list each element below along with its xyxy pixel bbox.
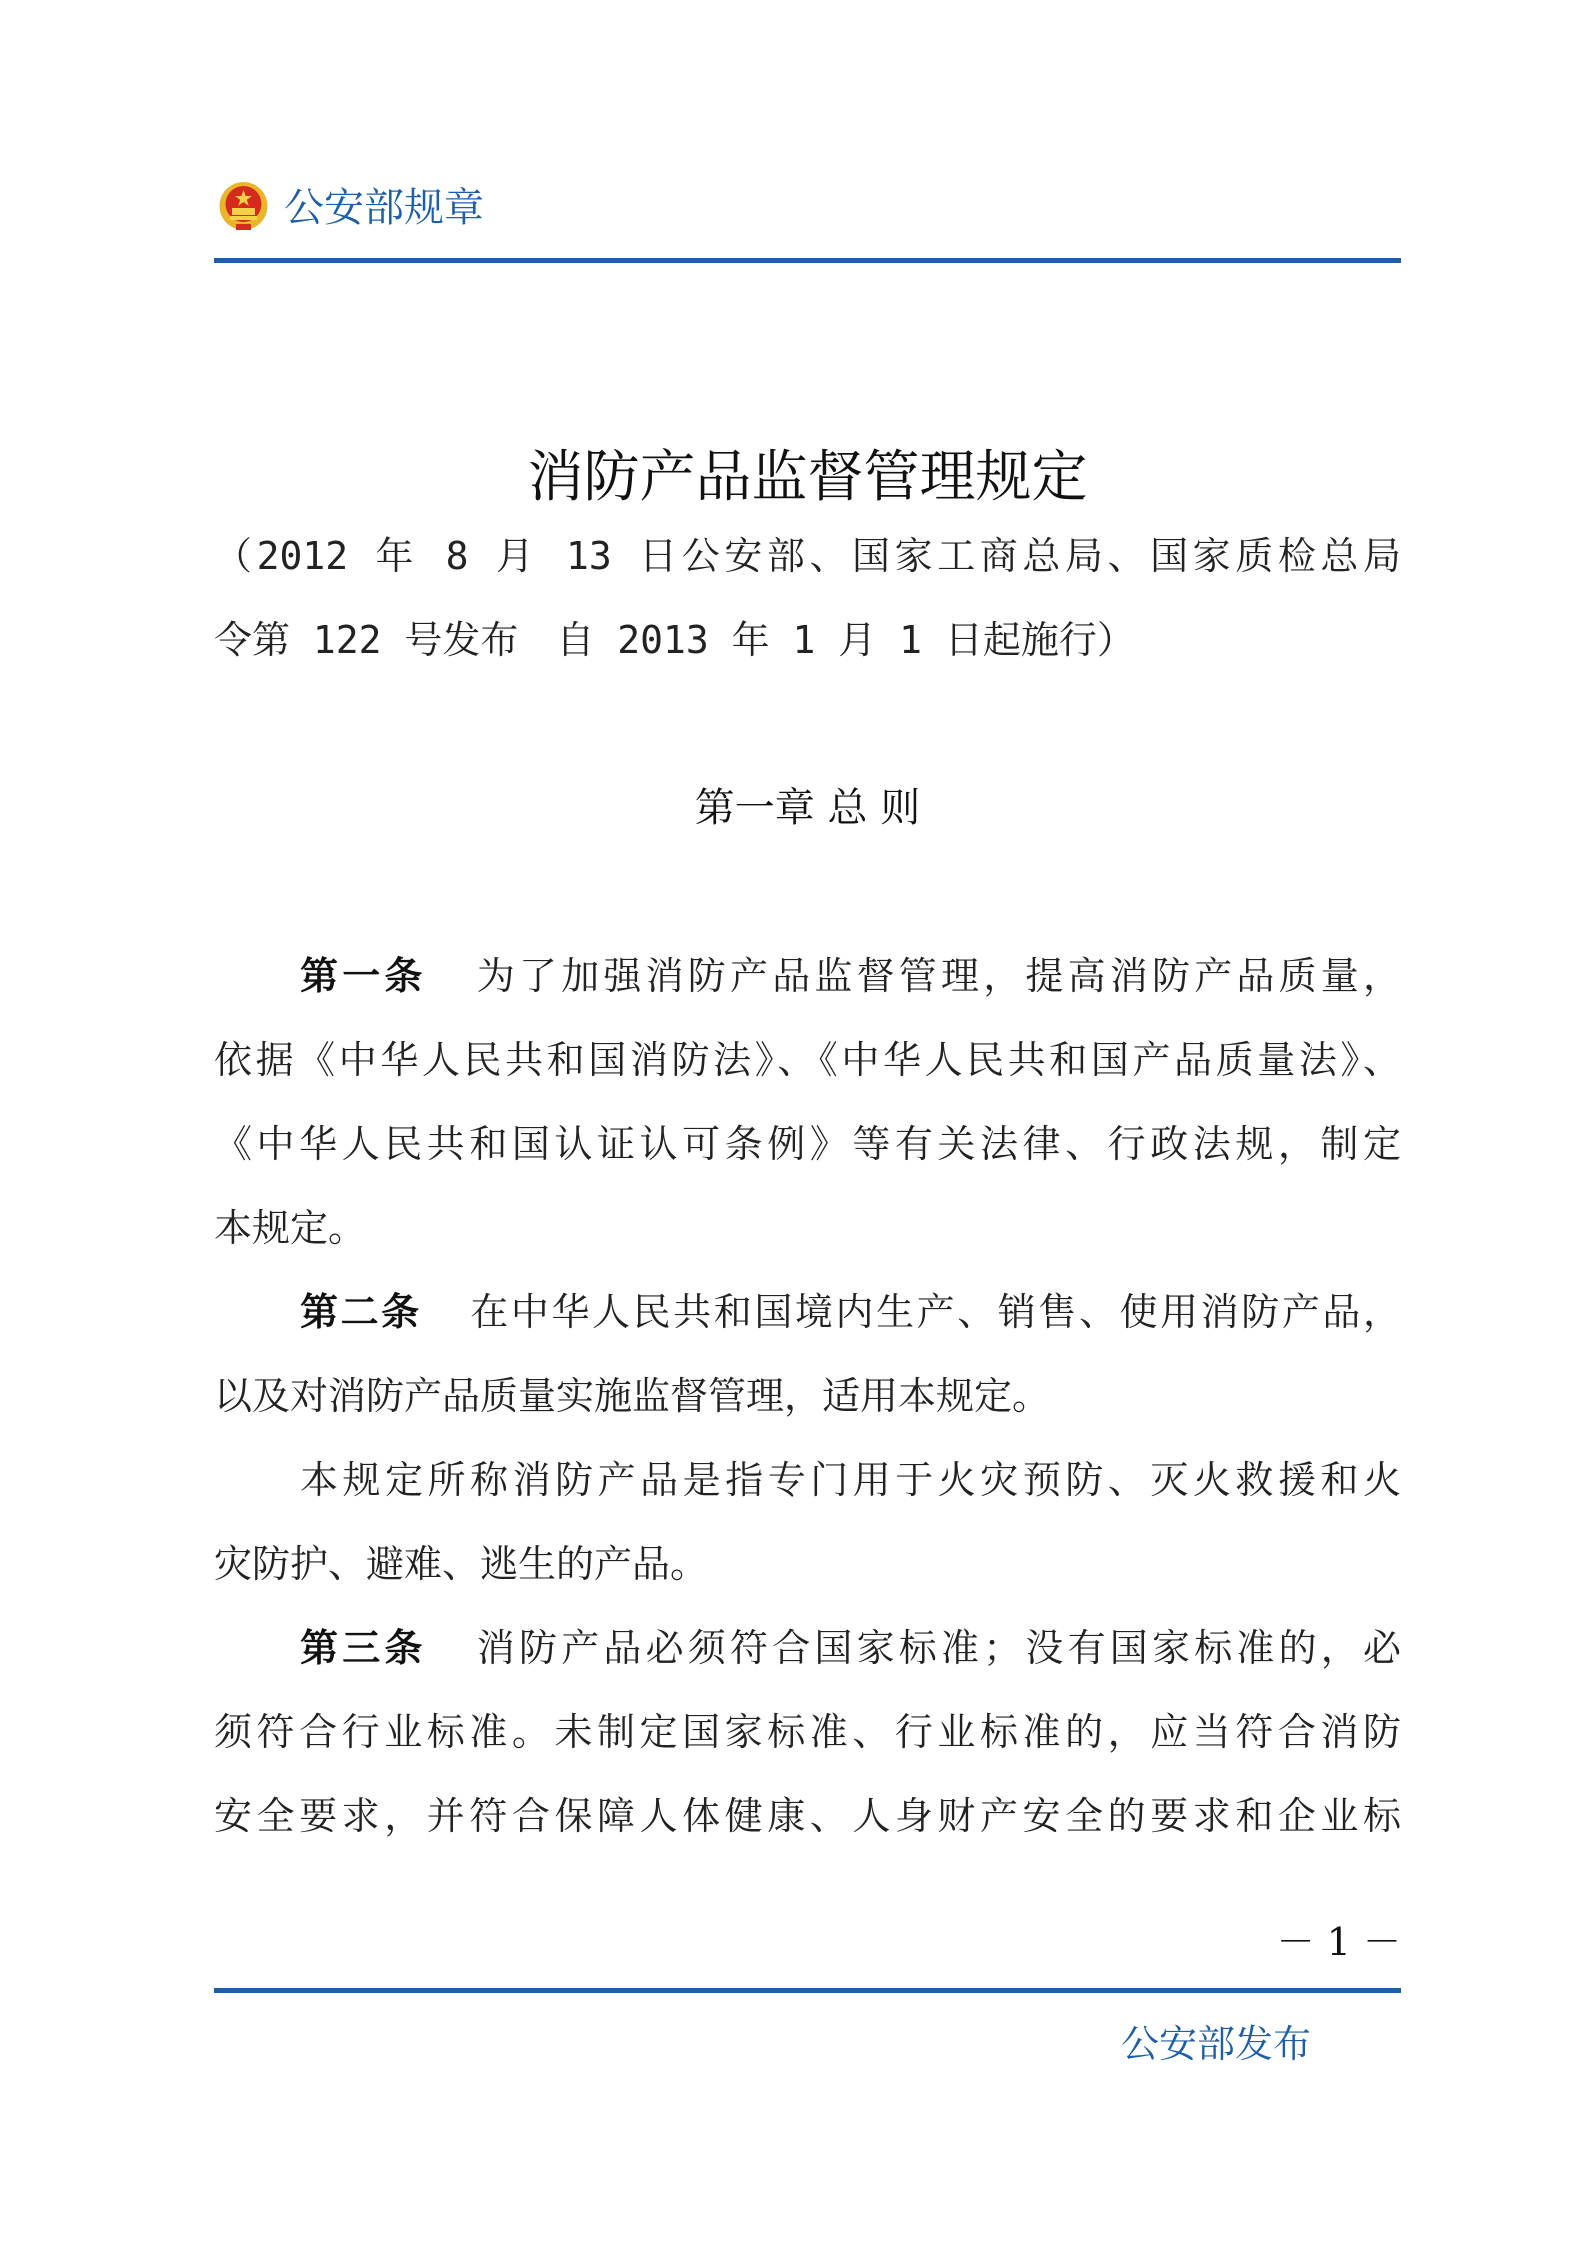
page-number: － 1 －: [1276, 1920, 1401, 1964]
footer-divider: [214, 1988, 1401, 1993]
document-title: 消防产品监督管理规定: [527, 445, 1088, 510]
article-3-line-1: [214, 1622, 1401, 1674]
article-2-line-2: 以及对消防产品质量实施监督管理，适用本规定。: [214, 1374, 1051, 1418]
article-3-text: 消防产品必须符合国家标准；没有国家标准的，必: [472, 1626, 1401, 1670]
source-line-2: 令第 122 号发布 自 2013 年 1 月 1 日起施行）: [214, 618, 1135, 662]
header-divider: [214, 258, 1401, 263]
article-1-line-2: 依据《中华人民共和国消防法》、《中华人民共和国产品质量法》、: [214, 1038, 1401, 1082]
source-line-1: （2012 年 8 月 13 日公安部、国家工商总局、国家质检总局: [214, 534, 1401, 578]
article-2b-line-2: 灾防护、避难、逃生的产品。: [214, 1542, 709, 1586]
article-1-line-3: 《中华人民共和国认证认可条例》等有关法律、行政法规，制定: [214, 1122, 1401, 1166]
article-2-label: 第二条: [300, 1290, 422, 1334]
page-header: [214, 160, 1401, 270]
article-2-text: 在中华人民共和国境内生产、销售、使用消防产品，: [467, 1290, 1401, 1334]
article-3-line-3: 安全要求，并符合保障人体健康、人身财产安全的要求和企业标: [214, 1794, 1401, 1838]
article-3-line-2: 须符合行业标准。未制定国家标准、行业标准的，应当符合消防: [214, 1710, 1401, 1754]
article-1-line-4: 本规定。: [214, 1206, 367, 1250]
article-3-label: 第三条: [300, 1626, 427, 1670]
article-2-line-1: [214, 1286, 1401, 1338]
article-1-label: 第一条: [300, 954, 427, 998]
national-emblem-icon: [216, 180, 271, 235]
article-2b-line-1: 本规定所称消防产品是指专门用于火灾预防、灭火救援和火: [300, 1458, 1401, 1502]
footer-publisher: 公安部发布: [1121, 2022, 1312, 2066]
chapter-heading: 第一章 总 则: [694, 785, 921, 831]
header-title: 公安部规章: [284, 185, 484, 231]
article-1-line-1: [214, 950, 1401, 1002]
article-1-text: 为了加强消防产品监督管理，提高消防产品质量，: [472, 954, 1401, 998]
